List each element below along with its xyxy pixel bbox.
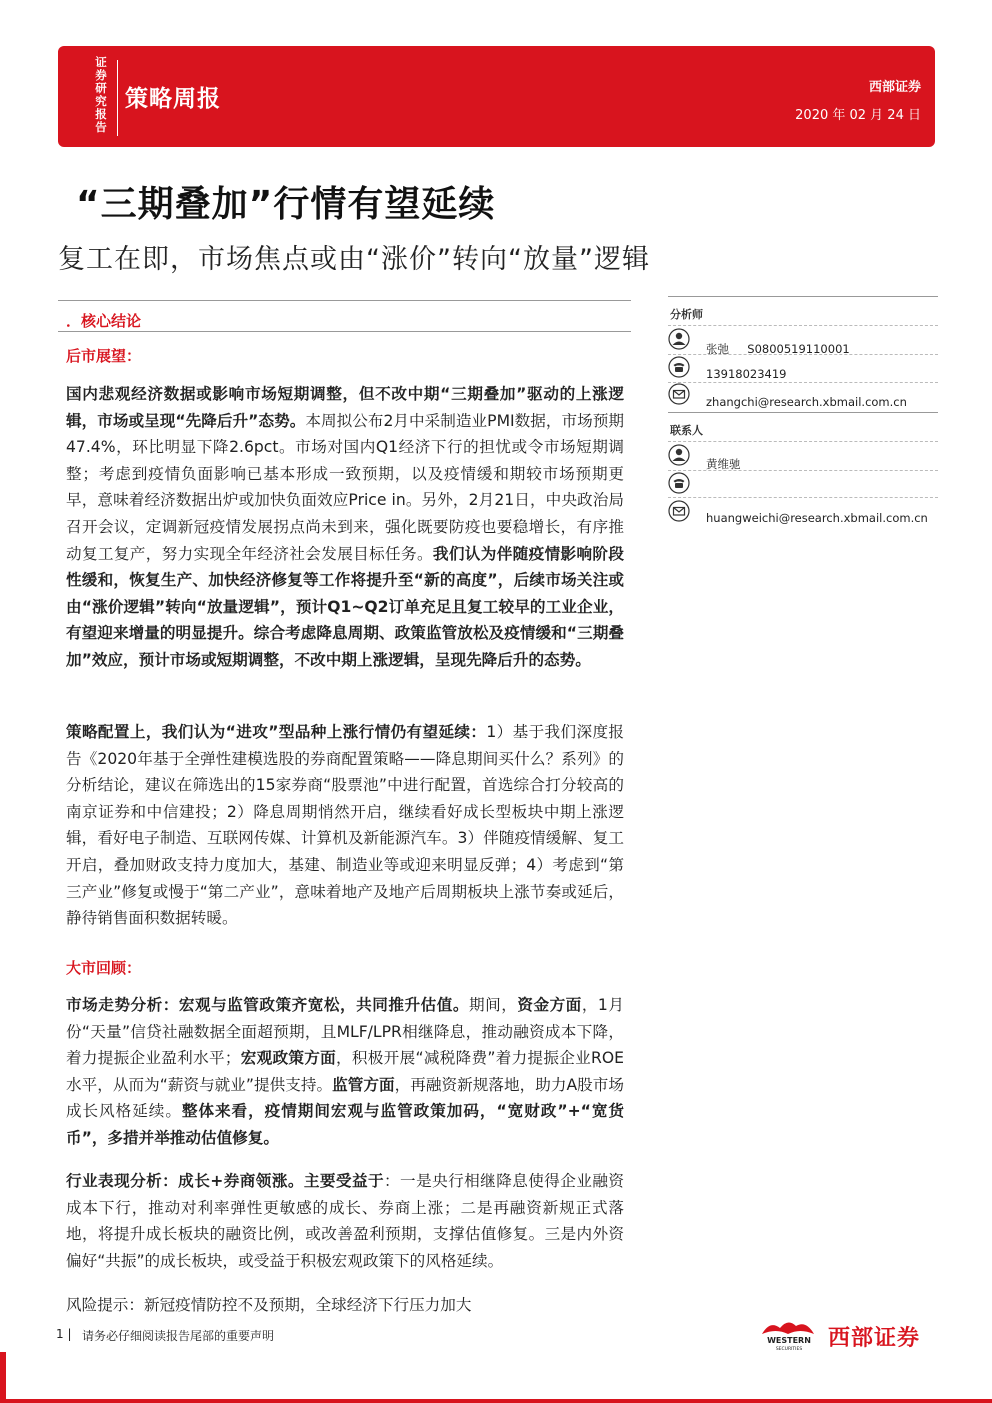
logo-en-sub: SECURITIES	[775, 1347, 803, 1352]
footer-separator: |	[67, 1327, 72, 1341]
text-normal: ，积极开展“减税降费”着力提振企业ROE水平，从而为“薪资与就业”提供支持。	[66, 1049, 624, 1094]
text-bold: 宏观政策方面	[240, 1049, 337, 1068]
paragraph-allocation	[66, 719, 624, 932]
contact-email: huangweichi@research.xbmail.com.cn	[706, 511, 928, 525]
report-subtitle: 复工在即，市场焦点或由“涨价”转向“放量”逻辑	[58, 244, 650, 275]
text-normal: ：一是央行相继降息使得企业融资成本下行，推动对利率弹性更敏感的成长、券商上涨；二是再融资新规正式落地，将提升成长板块的融资比例，或改善盈利预期，支撑估值修复。三是内外资偏好“共振”的成长板块，或受益于积极宏观政策下的风格延续。	[66, 1172, 624, 1270]
report-header-band	[58, 46, 935, 147]
sidebar-dash	[668, 470, 938, 471]
report-title: “三期叠加”行情有望延续	[76, 184, 496, 225]
mail-icon	[668, 383, 690, 405]
contact-label: 联系人	[670, 424, 703, 437]
paragraph-market-trend	[66, 992, 624, 1152]
sidebar-dash	[668, 497, 938, 498]
header-brand: 西部证券	[868, 80, 921, 95]
text-bold: 策略配置上，我们认为“进攻”型品种上涨行情仍有望延续：	[66, 723, 487, 741]
sidebar-dash	[668, 441, 938, 442]
sidebar-dash	[668, 382, 938, 383]
phone-icon	[668, 356, 690, 378]
sidebar-dash	[668, 325, 938, 326]
page-number-value: 1	[56, 1327, 64, 1341]
paragraph-industry	[66, 1168, 624, 1274]
analyst-label: 分析师	[670, 308, 703, 321]
logo-brand-text: 西部证券	[828, 1326, 921, 1351]
section-rule-top	[58, 300, 631, 301]
text-normal: ，1月份“天量”信贷社融数据全面超预期，且MLF/LPR相继降息，推动融资成本下降，着力提振企业盈利水平；	[66, 996, 624, 1068]
person-icon	[668, 328, 690, 350]
analyst-email: zhangchi@research.xbmail.com.cn	[706, 395, 907, 409]
footer-notice: 请务必仔细阅读报告尾部的重要声明	[82, 1329, 275, 1343]
text-bold: 监管方面	[332, 1075, 395, 1094]
page-number	[56, 1327, 72, 1341]
analyst-name: 张弛	[706, 342, 729, 356]
section-rule-bottom	[58, 331, 631, 332]
footer-red-bar	[0, 1352, 6, 1403]
text-bold: 资金方面	[517, 996, 582, 1014]
risk-notice: 风险提示：新冠疫情防控不及预期，全球经济下行压力加大	[66, 1296, 472, 1314]
text-bold: 国内悲观经济数据或影响市场短期调整，但不改中期“三期叠加”驱动的上涨逻辑，市场或呈现“先降后升”态势。	[66, 385, 624, 430]
sidebar-dash	[668, 354, 938, 355]
text-bold: 行业表现分析：成长+券商领涨。	[66, 1172, 304, 1190]
section-heading: ．核心结论	[66, 312, 142, 330]
report-date: 2020 年 02 月 24 日	[795, 108, 921, 123]
phone-icon	[668, 472, 690, 494]
report-category: 证券研究报告	[95, 55, 107, 134]
text-bold: 我们认为伴随疫情影响阶段性缓和，恢复生产、加快经济修复等工作将提升至“新的高度”，后续市场关注或由“涨价逻辑”转向“放量逻辑”，预计Q1~Q2订单充足且复工较早的工业企业，有望迎来增量的明显提升。综合考虑降息周期、政策监管放松及疫情缓和“三期叠加”效应，预计市场或短期调整，不改中期上涨逻辑，呈现先降后升的态势。	[66, 544, 624, 669]
analyst-cert: S0800519110001	[747, 342, 850, 356]
subheading-outlook: 后市展望：	[66, 347, 142, 365]
text-normal: 本周拟公布2月中采制造业PMI数据，市场预期47.4%，环比明显下降2.6pct。市场对国内Q1经济下行的担忧或令市场短期调整；考虑到疫情负面影响已基本形成一致预期，以及疫情缓和期较市场预期更早，意味着经济数据出炉或加快负面效应Price in。另外，2月21日，中央政治局召开会议，定调新冠疫情发展拐点尚未到来，强化既要防疫也要稳增长，有序推动复工复产，努力实现全年经济社会发展目标任务。	[66, 411, 624, 563]
subheading-review: 大市回顾：	[66, 959, 142, 977]
contact-name: 黄维驰	[706, 457, 741, 471]
paragraph-outlook	[66, 381, 624, 674]
report-type: 策略周报	[125, 86, 221, 112]
text-bold: 市场走势分析：宏观与监管政策齐宽松，共同推升估值。	[66, 996, 469, 1014]
sidebar-rule	[668, 412, 938, 413]
text-bold: 整体来看，疫情期间宏观与监管政策加码，“宽财政”+“宽货币”，多措并举推动估值修复。	[66, 1102, 624, 1147]
western-securities-logo	[756, 1318, 822, 1352]
text-normal: ，再融资新规落地，助力A股市场成长风格延续。	[66, 1075, 624, 1121]
footer-red-line	[0, 1399, 992, 1403]
analyst-phone: 13918023419	[706, 367, 787, 381]
text-normal: 1）基于我们深度报告《2020年基于全弹性建模选股的券商配置策略——降息期间买什么？系列》的分析结论，建议在筛选出的15家券商“股票池”中进行配置，首选综合打分较高的南京证券和中信建投；2）降息周期悄然开启，继续看好成长型板块中期上涨逻辑，看好电子制造、互联网传媒、计算机及新能源汽车。3）伴随疫情缓解、复工开启，叠加财政支持力度加大，基建、制造业等或迎来明显反弹；4）考虑到“第三产业”修复或慢于“第二产业”，意味着地产及地产后周期板块上涨节奏或延后，静待销售面积数据转暖。	[66, 723, 624, 928]
header-divider	[117, 60, 118, 136]
person-icon	[668, 444, 690, 466]
sidebar-rule	[668, 296, 938, 297]
logo-en: WESTERN	[767, 1336, 811, 1345]
mail-icon	[668, 500, 690, 522]
text-normal: 期间，	[468, 996, 518, 1014]
text-bold: 主要受益于	[303, 1172, 385, 1190]
